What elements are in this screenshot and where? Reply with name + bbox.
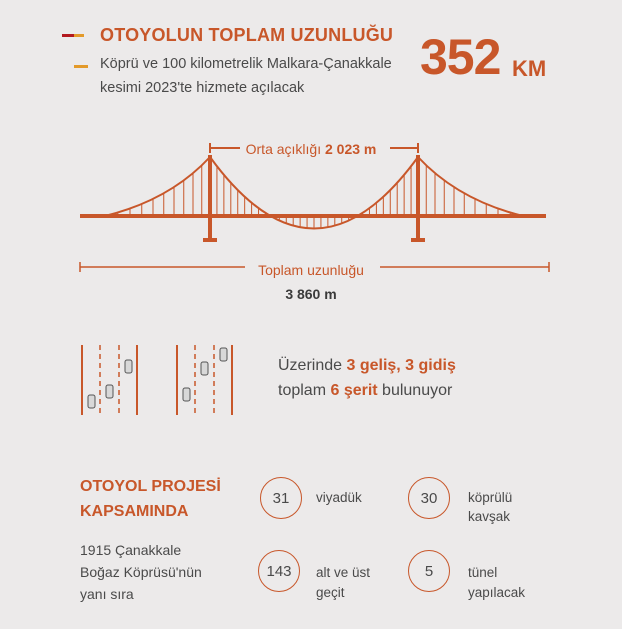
stat-tunnel-label-2: yapılacak: [468, 585, 526, 600]
lanes-text-line-1: [278, 357, 456, 375]
project-desc-line-2: Boğaz Köprüsü'nün: [80, 564, 202, 580]
lanes-prefix: Üzerinde: [278, 357, 347, 374]
stat-viaduct-label: viyadük: [316, 490, 362, 505]
cable-right: [418, 157, 523, 216]
total-length-value: 3 860 m: [285, 286, 337, 302]
car-icon: [88, 395, 95, 408]
car-icon: [106, 385, 113, 398]
total-km-unit: KM: [512, 56, 547, 81]
stat-interchange-label-1: köprülü: [468, 490, 513, 505]
stat-tunnel-value: 5: [408, 550, 450, 592]
car-icon: [125, 360, 132, 373]
stat-passage-value: 143: [258, 550, 300, 592]
car-icon: [220, 348, 227, 361]
project-desc-line-3: yanı sıra: [80, 586, 134, 602]
subtitle-line-2: kesimi 2023'te hizmete açılacak: [100, 80, 305, 96]
total-length-label: Toplam uzunluğu: [258, 262, 364, 278]
lanes-total-prefix: toplam: [278, 382, 331, 399]
lanes-text-line-2: [278, 382, 452, 400]
car-icon: [201, 362, 208, 375]
stat-interchange-label-2: kavşak: [468, 509, 511, 524]
stat-tunnel-label-1: tünel: [468, 565, 498, 580]
car-icon: [183, 388, 190, 401]
span-label-value: 2 023 m: [324, 141, 377, 157]
lanes-count: 6 şerit: [330, 382, 378, 399]
project-title-line-2: KAPSAMINDA: [80, 503, 189, 520]
stat-interchange-value: 30: [408, 477, 450, 519]
cable-left: [105, 157, 210, 216]
project-desc-line-1: 1915 Çanakkale: [80, 542, 182, 558]
span-label: [0, 141, 622, 157]
subtitle-line-1: Köprü ve 100 kilometrelik Malkara-Çanakkale: [100, 56, 392, 72]
project-title-line-1: OTOYOL PROJESİ: [80, 478, 221, 495]
stat-passage-label-1: alt ve üst: [316, 565, 371, 580]
total-km-value: 352: [420, 29, 501, 85]
total-length-title: OTOYOLUN TOPLAM UZUNLUĞU: [100, 25, 394, 45]
stat-passage-label-2: geçit: [316, 585, 345, 600]
road-lanes-illustration: [70, 340, 250, 420]
lanes-directions: 3 geliş, 3 gidiş: [346, 357, 456, 374]
stat-viaduct-value: 31: [260, 477, 302, 519]
lanes-suffix: bulunuyor: [377, 382, 453, 399]
span-label-text: Orta açıklığı: [245, 141, 322, 157]
